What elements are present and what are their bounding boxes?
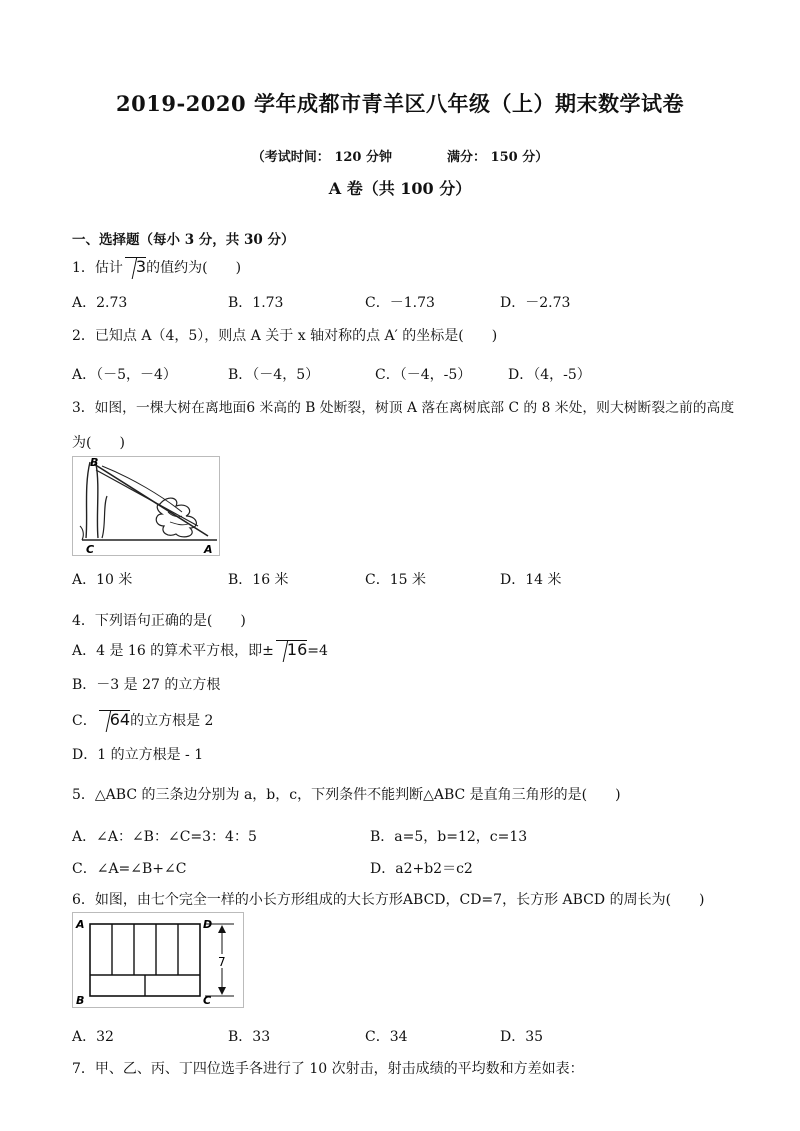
q3-option-d: D．14 米	[500, 572, 562, 588]
q4a-radicand: 16	[286, 640, 308, 659]
sqrt-symbol	[125, 257, 146, 276]
q2-option-b: B．（－4，5）	[228, 367, 320, 383]
q1-option-c: C．－1.73	[365, 295, 435, 311]
label-c: C	[203, 994, 212, 1007]
question-6: 6．如图，由七个完全一样的小长方形组成的大长方形ABCD，CD=7，长方形 ABCD 的周长为( )	[72, 892, 705, 908]
label-c: C	[86, 543, 95, 556]
q2-option-a: A．（－5，－4）	[72, 367, 177, 383]
q1-option-b: B．1.73	[228, 295, 284, 311]
q4-option-a	[72, 640, 328, 660]
q4-option-c	[72, 710, 213, 730]
q1-prefix: 1．估计	[72, 260, 123, 276]
question-3-line1: 3．如图，一棵大树在离地面6 米高的 B 处断裂，树顶 A 落在离树底部 C 的 8 米处，则大树断裂之前的高度	[72, 400, 735, 416]
q4a-prefix: A．4 是 16 的算术平方根，即±	[72, 643, 274, 659]
q1-suffix: 的值约为( )	[146, 260, 242, 276]
question-5: 5．△ABC 的三条边分别为 a，b，c，下列条件不能判断△ABC 是直角三角形的是( )	[72, 787, 621, 803]
q1-option-a: A．2.73	[72, 295, 128, 311]
question-2: 2．已知点 A（4，5），则点 A 关于 x 轴对称的点 A′ 的坐标是( )	[72, 328, 498, 344]
label-7: 7	[218, 955, 226, 969]
q2-option-d: D．（4，-5）	[508, 367, 591, 383]
label-d: D	[203, 918, 213, 931]
q5-option-a: A．∠A：∠B：∠C=3：4：5	[72, 829, 257, 845]
question-3-line2: 为( )	[72, 435, 125, 451]
section-heading: 一、选择题（每小 3 分，共 30 分）	[72, 232, 295, 248]
sqrt-symbol	[99, 710, 130, 729]
exam-time: （考试时间： 120 分钟	[251, 150, 392, 165]
exam-title: 2019-2020 学年成都市青羊区八年级（上）期末数学试卷	[116, 91, 684, 116]
q4c-radicand: 64	[109, 710, 131, 729]
q4-option-d: D．1 的立方根是 - 1	[72, 747, 204, 763]
q6-option-a: A．32	[72, 1029, 114, 1045]
q5-option-d: D．a2+b2＝c2	[370, 861, 473, 877]
label-b: B	[76, 994, 85, 1007]
question-4: 4．下列语句正确的是( )	[72, 613, 246, 629]
question-1	[72, 257, 241, 277]
q3-option-a: A．10 米	[72, 572, 133, 588]
q4a-suffix: =4	[307, 643, 328, 659]
sqrt-symbol	[276, 640, 307, 659]
q5-option-c: C．∠A=∠B+∠C	[72, 861, 187, 877]
exam-info	[0, 146, 800, 165]
q1-radicand: 3	[135, 257, 147, 276]
q4-option-b: B．－3 是 27 的立方根	[72, 677, 221, 693]
q6-option-b: B．33	[228, 1029, 271, 1045]
q6-option-d: D．35	[500, 1029, 544, 1045]
part-a-heading: A 卷（共 100 分）	[328, 179, 472, 198]
q4c-suffix: 的立方根是 2	[130, 713, 214, 729]
q3-option-b: B．16 米	[228, 572, 289, 588]
tree-figure	[72, 456, 220, 556]
label-a: A	[204, 543, 213, 556]
rectangle-figure	[72, 912, 244, 1008]
label-b: B	[90, 456, 99, 469]
q3-option-c: C．15 米	[365, 572, 426, 588]
label-a: A	[76, 918, 85, 931]
q6-option-c: C．34	[365, 1029, 408, 1045]
q5-option-b: B．a=5，b=12，c=13	[370, 829, 528, 845]
q2-option-c: C．（－4，-5）	[375, 367, 472, 383]
exam-score: 满分： 150 分）	[447, 150, 549, 165]
q1-option-d: D．－2.73	[500, 295, 571, 311]
q4c-prefix: C．	[72, 713, 97, 729]
question-7: 7．甲、乙、丙、丁四位选手各进行了 10 次射击，射击成绩的平均数和方差如表：	[72, 1061, 584, 1077]
